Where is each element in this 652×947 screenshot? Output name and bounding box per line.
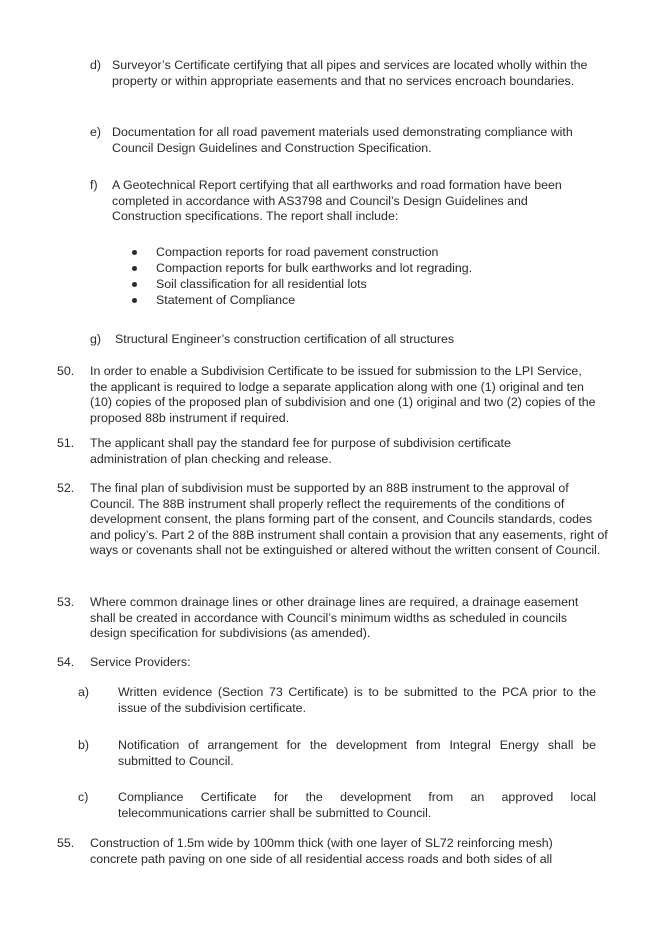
service-item-label: b)	[78, 738, 90, 752]
clause-text: Construction of 1.5m wide by 100mm thick (with one layer of SL72 reinforcing mesh) concrete path paving on one side of all residential access roads and both sides of all	[90, 836, 553, 866]
geotech-report-list	[132, 245, 532, 309]
item-e-label: e)	[90, 125, 102, 139]
service-item-text: Notification of arrangement for the development from Integral Energy shall be submitted to Council.	[118, 738, 596, 768]
clause-text: The applicant shall pay the standard fee for purpose of subdivision certificate administration of plan checking and release.	[90, 436, 511, 466]
clause-number: 50.	[57, 364, 75, 378]
item-g-label: g)	[90, 332, 102, 346]
service-item-text: Written evidence (Section 73 Certificate) is to be submitted to the PCA prior to the issue of the subdivision certificate.	[118, 685, 596, 715]
list-item: Compaction reports for road pavement construction	[132, 245, 532, 261]
clause-number: 55.	[57, 836, 75, 850]
item-d-text: Surveyor’s Certificate certifying that all pipes and services are located wholly within the property or within appropriate easements and that no services encroach boundaries.	[112, 58, 588, 88]
item-e-text: Documentation for all road pavement materials used demonstrating compliance with Council Design Guidelines and Construction Specification.	[112, 125, 573, 155]
clause-text: Service Providers:	[90, 655, 191, 669]
item-f-text: A Geotechnical Report certifying that all earthworks and road formation have been completed in accordance with AS3798 and Council’s Design Guidelines and Construction specifications. The report shall include:	[112, 178, 562, 223]
list-item: Soil classification for all residential lots	[132, 277, 532, 293]
bullet-icon	[132, 266, 137, 271]
clause-number: 51.	[57, 436, 75, 450]
bullet-icon	[132, 250, 137, 255]
clause-text: In order to enable a Subdivision Certificate to be issued for submission to the LPI Service, the applicant is required to lodge a separate application along with one (1) original and ten (10) copies of the proposed plan of subdivision and one (1) original and two (2) copies of the proposed 88b instrument if required.	[90, 364, 596, 425]
clause-number: 52.	[57, 481, 75, 495]
service-item-label: c)	[78, 790, 89, 804]
clause-number: 54.	[57, 655, 75, 669]
list-item: Compaction reports for bulk earthworks and lot regrading.	[132, 261, 532, 277]
item-f-label: f)	[90, 178, 98, 192]
bullet-icon	[132, 282, 137, 287]
clause-number: 53.	[57, 595, 75, 609]
clause-text: Where common drainage lines or other drainage lines are required, a drainage easement shall be created in accordance with Council’s minimum widths as scheduled in councils design specification for subdivisions (as amended).	[90, 595, 579, 640]
item-d-label: d)	[90, 58, 102, 72]
clause-text: The final plan of subdivision must be supported by an 88B instrument to the approval of Council. The 88B instrument shall properly reflect the requirements of the conditions of development consent, the plans forming part of the consent, and Councils standards, codes and policy’s. Part 2 of the 88B instrument shall contain a provision that any easements, right of ways or covenants shall not be extinguished or altered without the written consent of Council.	[90, 481, 608, 557]
service-item-label: a)	[78, 685, 90, 699]
list-item: Statement of Compliance	[132, 293, 532, 309]
service-item-text: Compliance Certificate for the development from an approved local telecommunications carrier shall be submitted to Council.	[118, 790, 596, 820]
item-g-text: Structural Engineer’s construction certification of all structures	[115, 332, 455, 346]
bullet-icon	[132, 298, 137, 303]
